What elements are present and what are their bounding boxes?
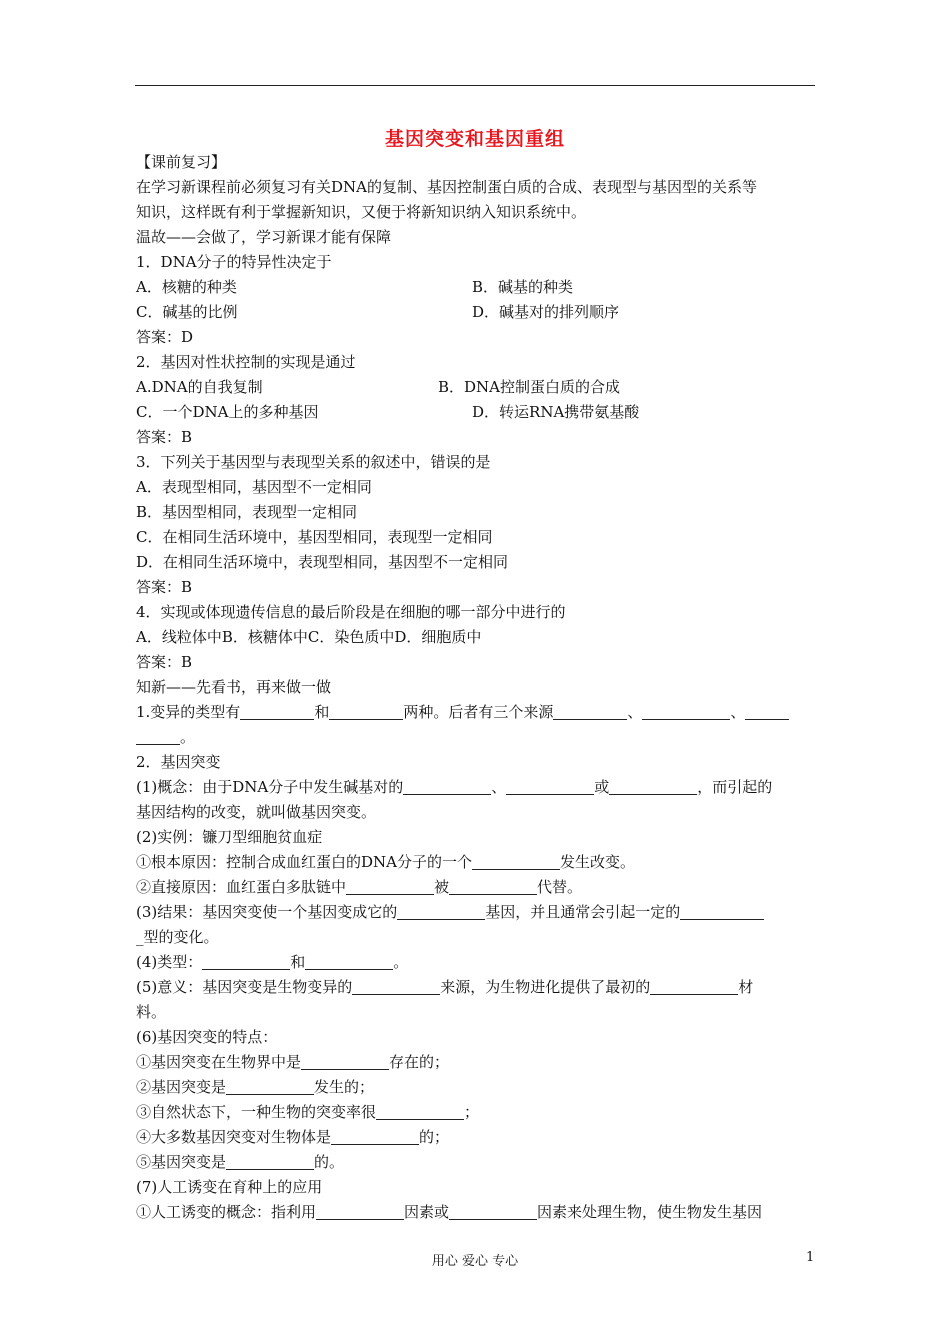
root-cause-line: ①根本原因：控制合成血红蛋白的DNA分子的一个 发生改变。 <box>136 853 636 871</box>
option-c: C．碱基的比例 <box>136 303 238 321</box>
fill-blank[interactable] <box>553 704 627 720</box>
fill-blank[interactable] <box>745 704 789 720</box>
document-body <box>136 150 816 1225</box>
option-c: C．在相同生活环境中，基因型相同，表现型一定相同 <box>136 528 493 546</box>
answer: 答案：B <box>136 653 193 671</box>
question-2-row-2 <box>136 400 816 425</box>
page-number: 1 <box>806 1250 815 1265</box>
answer: 答案：D <box>136 328 194 346</box>
concept-line: (1)概念：由于DNA分子中发生碱基对的 、 或 ，而引起的 <box>136 778 773 796</box>
fill-blank[interactable] <box>202 954 290 970</box>
question-4-stem: 4．实现或体现遗传信息的最后阶段是在细胞的哪一部分中进行的 <box>136 603 566 621</box>
question-4-options: A．线粒体中B．核糖体中C．染色质中D．细胞质中 <box>136 628 482 646</box>
direct-cause-line: ②直接原因：血红蛋白多肽链中 被 代替。 <box>136 878 583 896</box>
fill-blank[interactable] <box>305 954 393 970</box>
fill-blank[interactable] <box>680 904 764 920</box>
feature-3: ③自然状态下，一种生物的突变率很 ； <box>136 1103 480 1121</box>
fill-blank[interactable] <box>226 1154 314 1170</box>
fill-blank[interactable] <box>609 779 697 795</box>
result-line-2: _型的变化。 <box>136 928 219 946</box>
fill-blank[interactable] <box>136 729 180 745</box>
option-d: D．在相同生活环境中，表现型相同，基因型不一定相同 <box>136 553 509 571</box>
review-heading: 温故——会做了，学习新课才能有保障 <box>136 228 392 246</box>
option-b: B．基因型相同，表现型一定相同 <box>136 503 358 521</box>
question-3-stem: 3．下列关于基因型与表现型关系的叙述中，错误的是 <box>136 453 491 471</box>
fill-blank[interactable] <box>331 1129 419 1145</box>
induced-mutation-line: ①人工诱变的概念：指利用 因素或 因素来处理生物，使生物发生基因 <box>136 1203 763 1221</box>
feature-4: ④大多数基因突变对生物体是 的； <box>136 1128 450 1146</box>
fill-blank[interactable] <box>650 979 738 995</box>
fill-blank[interactable] <box>329 704 403 720</box>
option-a: A．核糖的种类 <box>136 278 237 296</box>
answer: 答案：B <box>136 428 193 446</box>
new-knowledge-heading: 知新——先看书，再来做一做 <box>136 678 332 696</box>
fill-blank[interactable] <box>226 1079 314 1095</box>
induced-mutation-heading: (7)人工诱变在育种上的应用 <box>136 1178 323 1196</box>
option-b: B．碱基的种类 <box>472 278 574 296</box>
question-1-stem: 1．DNA分子的特异性决定于 <box>136 253 332 271</box>
option-b: B．DNA控制蛋白质的合成 <box>438 378 621 396</box>
fill-line-variation-end: 。 <box>136 725 816 750</box>
feature-2: ②基因突变是 发生的； <box>136 1078 375 1096</box>
fill-blank[interactable] <box>240 704 314 720</box>
result-line: (3)结果：基因突变使一个基因变成它的 基因，并且通常会引起一定的 <box>136 900 816 925</box>
gene-mutation-heading: 2．基因突变 <box>136 753 221 771</box>
type-line: (4)类型： 和 。 <box>136 953 409 971</box>
fill-blank[interactable] <box>352 979 440 995</box>
fill-blank[interactable] <box>376 1104 464 1120</box>
fill-blank[interactable] <box>472 854 560 870</box>
significance-line: (5)意义：基因突变是生物变异的 来源，为生物进化提供了最初的 材 <box>136 978 754 996</box>
concept-line-2: 基因结构的改变，就叫做基因突变。 <box>136 803 377 821</box>
fill-line-variation: 1.变异的类型有 和 两种。后者有三个来源 、 、 <box>136 700 816 725</box>
fill-blank[interactable] <box>449 879 537 895</box>
fill-blank[interactable] <box>449 1204 537 1220</box>
significance-line-2: 料。 <box>136 1003 167 1021</box>
fill-blank[interactable] <box>301 1054 389 1070</box>
footer-slogan: 用心 爱心 专心 <box>431 1254 519 1269</box>
header-rule <box>135 85 815 86</box>
question-1-row-2 <box>136 300 816 325</box>
features-heading: (6)基因突变的特点： <box>136 1028 278 1046</box>
question-2-stem: 2．基因对性状控制的实现是通过 <box>136 353 356 371</box>
example-line: (2)实例：镰刀型细胞贫血症 <box>136 828 323 846</box>
fill-blank[interactable] <box>403 779 491 795</box>
fill-blank[interactable] <box>316 1204 404 1220</box>
question-2-row-1 <box>136 375 816 400</box>
fill-blank[interactable] <box>346 879 434 895</box>
fill-blank[interactable] <box>397 904 485 920</box>
answer: 答案：B <box>136 578 193 596</box>
option-a: A．表现型相同，基因型不一定相同 <box>136 478 372 496</box>
question-1-row-1 <box>136 275 816 300</box>
option-c: C．一个DNA上的多种基因 <box>136 403 319 421</box>
section-heading: 【课前复习】 <box>136 153 227 171</box>
page-title: 基因突变和基因重组 <box>384 128 565 150</box>
fill-blank[interactable] <box>506 779 594 795</box>
option-d: D．碱基对的排列顺序 <box>472 303 620 321</box>
intro-line-2: 知识，这样既有利于掌握新知识，又便于将新知识纳入知识系统中。 <box>136 203 587 221</box>
option-d: D．转运RNA携带氨基酸 <box>472 403 640 421</box>
intro-line-1: 在学习新课程前必须复习有关DNA的复制、基因控制蛋白质的合成、表现型与基因型的关系等 <box>136 178 757 196</box>
feature-5: ⑤基因突变是 的。 <box>136 1153 345 1171</box>
fill-blank[interactable] <box>642 704 730 720</box>
option-a: A.DNA的自我复制 <box>136 378 263 396</box>
feature-1: ①基因突变在生物界中是 存在的； <box>136 1053 450 1071</box>
